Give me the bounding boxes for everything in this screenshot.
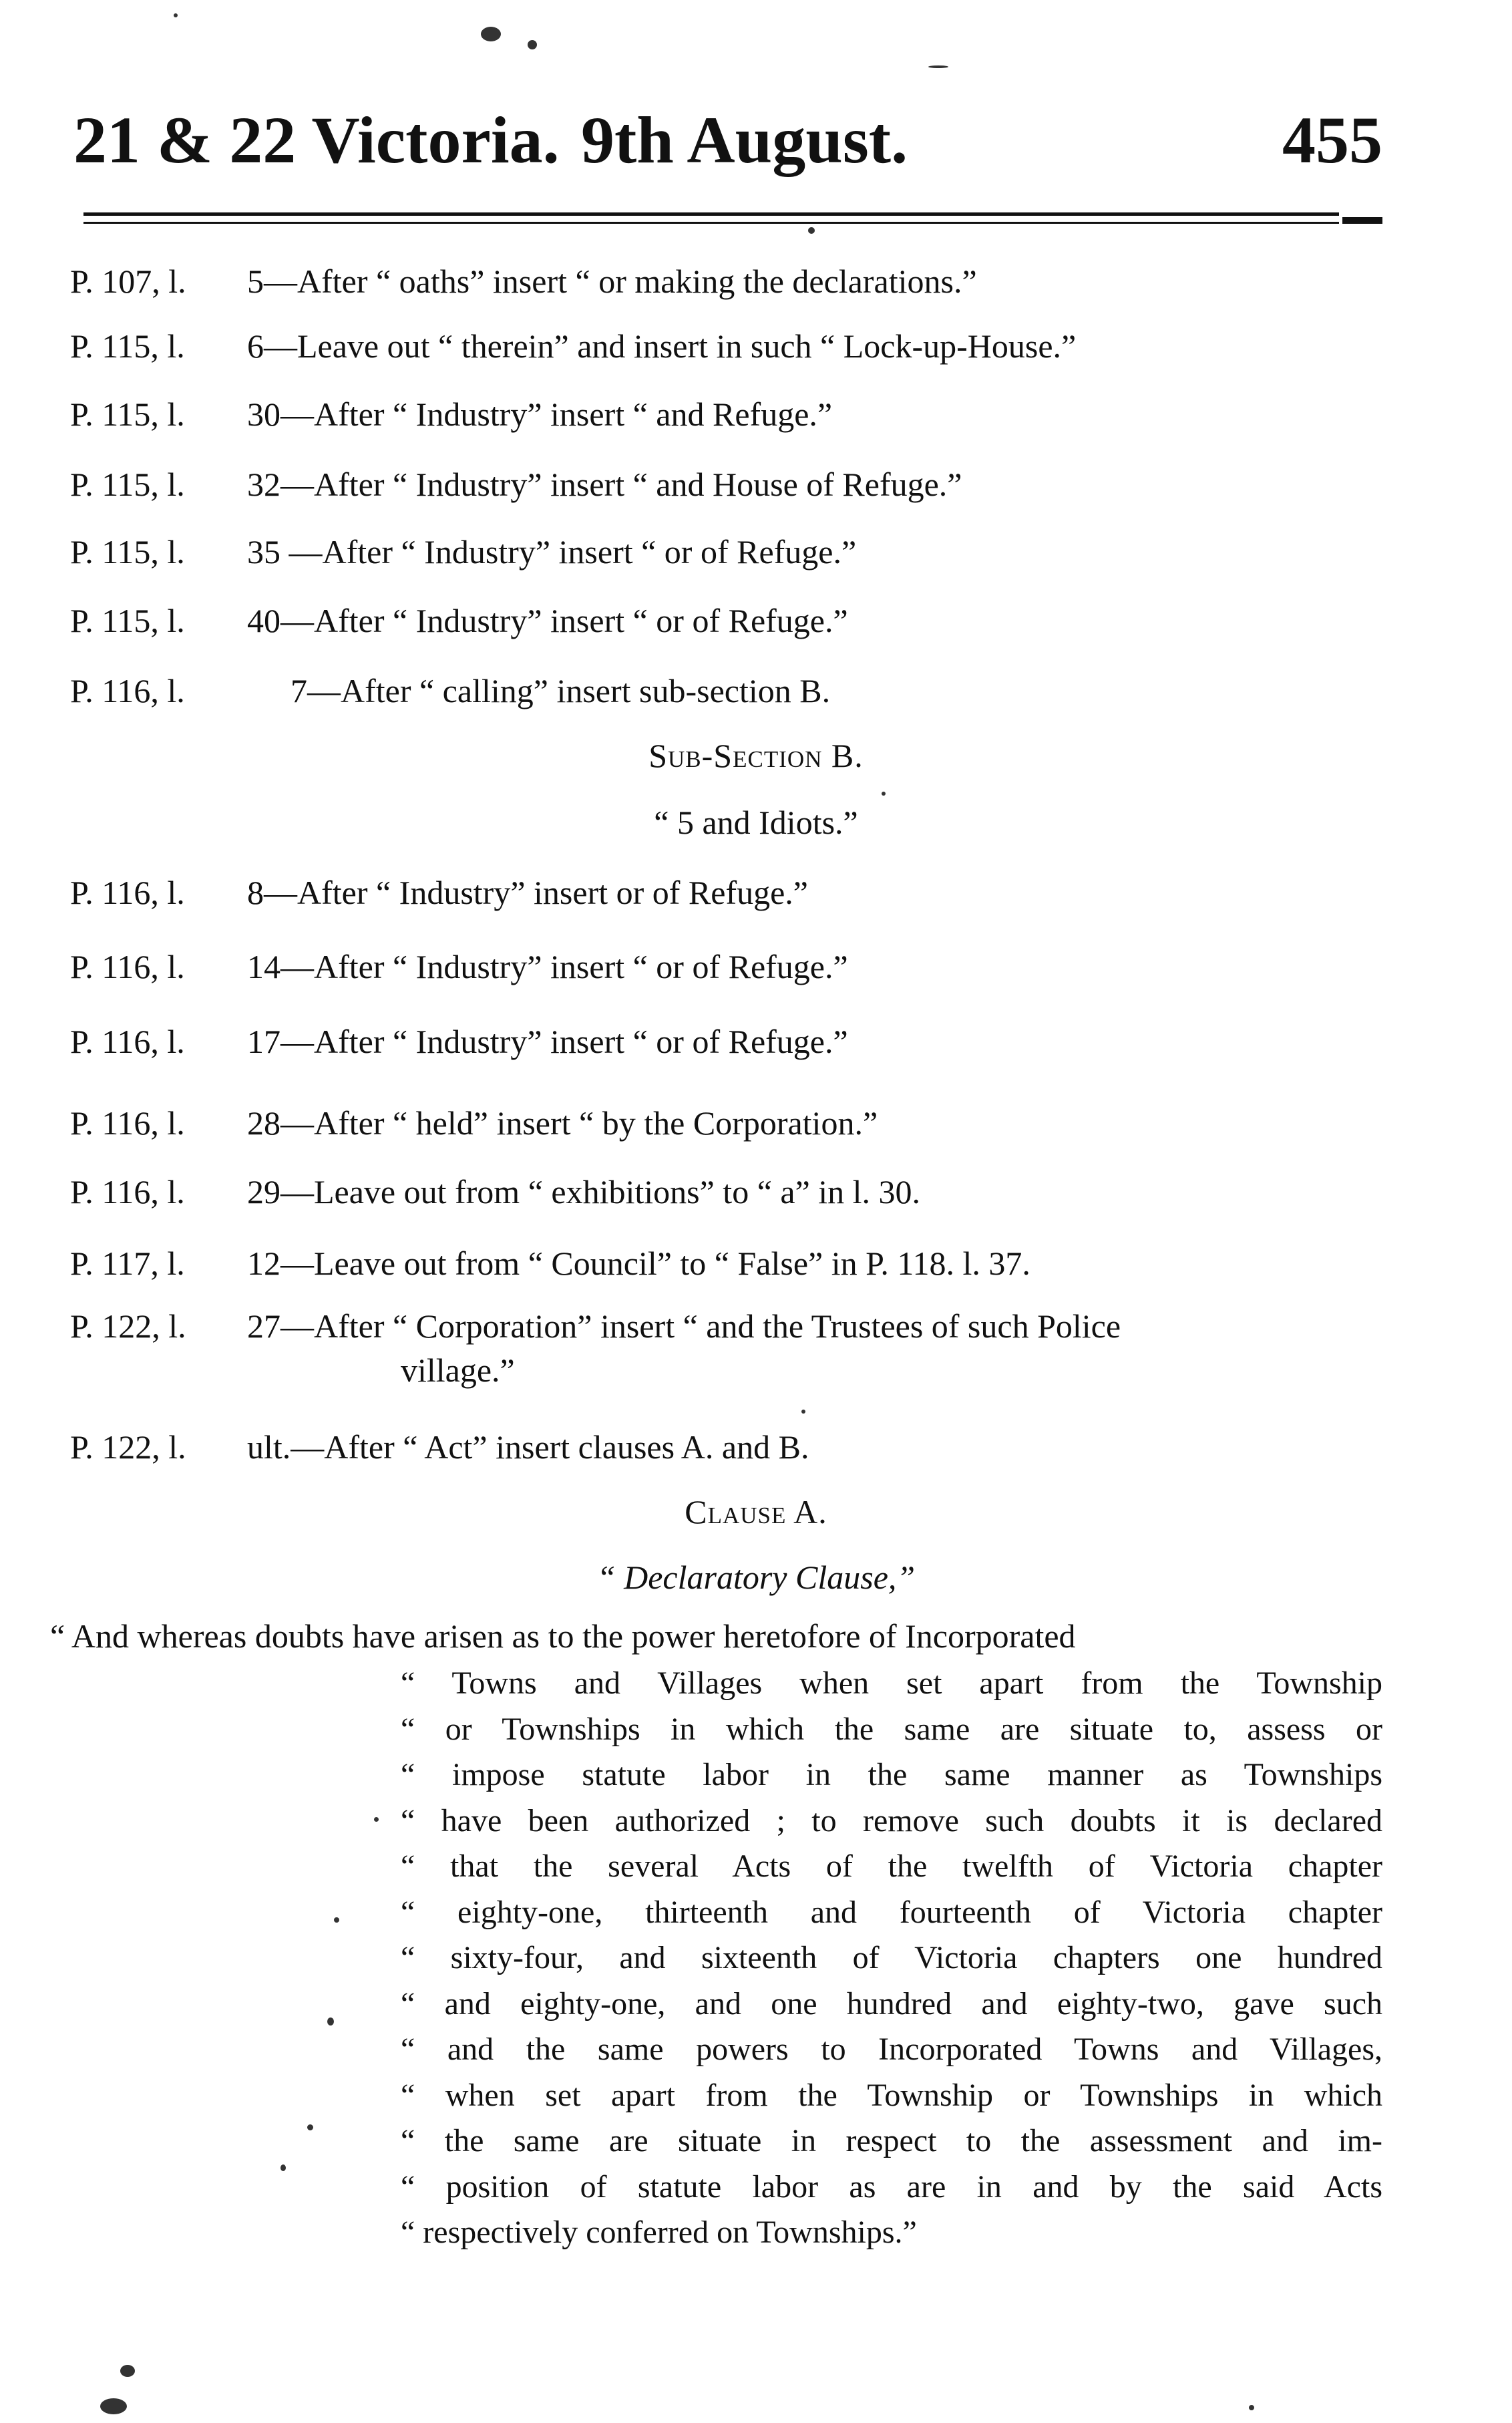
amendment-text: 8—After “ Industry” insert or of Refuge.” [247, 874, 808, 911]
clause-line: “ position of statute labor as are in and by the said Acts [401, 2168, 1382, 2205]
amendment-line [70, 1102, 878, 1144]
header-rule-tail [1342, 217, 1382, 224]
amendment-continuation: village.” [401, 1351, 515, 1389]
clause-line: “ and the same powers to Incorporated Towns and Villages, [401, 2032, 1382, 2067]
amendment-text: 30—After “ Industry” insert “ and Refuge.” [247, 395, 833, 433]
amendment-text: 32—After “ Industry” insert “ and House of Refuge.” [247, 466, 962, 503]
print-speck [327, 2017, 334, 2026]
print-speck [174, 13, 178, 17]
amendment-line [70, 531, 856, 573]
print-speck [120, 2365, 135, 2377]
print-speck [882, 792, 886, 796]
amendment-ref: P. 116, l. [70, 948, 185, 985]
amendment-text: 12—Leave out from “ Council” to “ False” in P. 118. l. 37. [247, 1245, 1030, 1282]
amendment-text: 35 —After “ Industry” insert “ or of Refuge.” [247, 533, 857, 571]
amendment-line [70, 1426, 809, 1468]
amendment-ref: P. 107, l. [70, 263, 186, 300]
clause-heading: Clause A. [685, 1493, 827, 1530]
amendment-line [70, 1021, 848, 1062]
print-speck [481, 27, 501, 41]
header-rule-thin [83, 222, 1339, 224]
print-speck [928, 65, 948, 68]
print-speck [334, 1917, 339, 1923]
amendment-text: 28—After “ held” insert “ by the Corporation.” [247, 1104, 878, 1142]
header-rule-thick [83, 212, 1339, 216]
clause-line: “ when set apart from the Township or Townships in which [401, 2077, 1382, 2113]
amendment-ref: P. 116, l. [70, 874, 185, 911]
amendment-line [70, 600, 848, 641]
amendment-text: ult.—After “ Act” insert clauses A. and B. [247, 1428, 809, 1466]
amendment-line [70, 946, 848, 987]
amendment-ref: P. 115, l. [70, 466, 185, 503]
amendment-line [70, 872, 808, 913]
print-speck [1249, 2405, 1254, 2410]
amendment-line [70, 1243, 1030, 1284]
amendment-text: 6—Leave out “ therein” and insert in such “ Lock-up-House.” [247, 327, 1077, 365]
amendment-ref: P. 116, l. [70, 1023, 185, 1060]
amendment-ref: P. 115, l. [70, 395, 185, 433]
amendment-text: 29—Leave out from “ exhibitions” to “ a” in l. 30. [247, 1173, 921, 1210]
clause-subheading: “ Declaratory Clause,” [596, 1559, 916, 1596]
amendment-text: 40—After “ Industry” insert “ or of Refuge.” [247, 602, 848, 639]
amendment-ref: P. 115, l. [70, 602, 185, 639]
amendment-line [70, 393, 832, 435]
amendment-line-wrapped [70, 1304, 1379, 1392]
clause-line: “ eighty-one, thirteenth and fourteenth of Victoria chapter [401, 1894, 1382, 1930]
amendment-text: 5—After “ oaths” insert “ or making the declarations.” [247, 263, 977, 300]
clause-line: “ respectively conferred on Townships.” [401, 2215, 917, 2250]
print-speck [808, 227, 815, 234]
amendment-line [70, 325, 1076, 367]
amendment-text: 27—After “ Corporation” insert “ and the Trustees of such Police [247, 1307, 1121, 1345]
clause-body [401, 1661, 1382, 2256]
amendment-text: 17—After “ Industry” insert “ or of Refuge.” [247, 1023, 848, 1060]
print-speck [100, 2398, 127, 2414]
amendment-ref: P. 117, l. [70, 1245, 185, 1282]
clause-line: “ have been authorized ; to remove such doubts it is declared [401, 1802, 1382, 1838]
header-date: 9th August. [581, 103, 908, 177]
amendment-line [70, 1171, 920, 1213]
amendment-line [70, 261, 977, 302]
page-header [73, 100, 1382, 180]
amendment-ref: P. 122, l. [70, 1428, 186, 1466]
clause-line: “ that the several Acts of the twelfth of Victoria chapter [401, 1848, 1382, 1884]
print-speck [374, 1817, 379, 1822]
amendment-ref: P. 122, l. [70, 1307, 186, 1345]
amendment-ref: P. 116, l. [70, 1104, 185, 1142]
amendment-text: 14—After “ Industry” insert “ or of Refuge.” [247, 948, 848, 985]
amendment-line [70, 670, 830, 711]
clause-line: “ impose statute labor in the same manner as Townships [401, 1757, 1382, 1792]
clause-line: “ the same are situate in respect to the assessment and im- [401, 2123, 1382, 2158]
sub-section-text: “ 5 and Idiots.” [654, 804, 858, 841]
amendment-ref: P. 115, l. [70, 533, 185, 571]
sub-section-heading: Sub-Section B. [648, 737, 864, 774]
clause-first-line: “ And whereas doubts have arisen as to the power heretofore of Incorporated [50, 1617, 1076, 1655]
clause-line: “ Towns and Villages when set apart from the Township [401, 1665, 1382, 1701]
clause-line: “ or Townships in which the same are situate to, assess or [401, 1711, 1382, 1747]
amendment-ref: P. 116, l. [70, 672, 185, 709]
page-number: 455 [1282, 103, 1382, 177]
amendment-ref: P. 116, l. [70, 1173, 185, 1210]
clause-line: “ sixty-four, and sixteenth of Victoria chapters one hundred [401, 1940, 1382, 1975]
print-speck [307, 2124, 313, 2130]
print-speck [280, 2164, 286, 2171]
clause-line: “ and eighty-one, and one hundred and eighty-two, gave such [401, 1985, 1382, 2022]
amendment-line [70, 464, 962, 505]
print-speck [801, 1410, 805, 1414]
amendment-text: 7—After “ calling” insert sub-section B. [291, 672, 831, 709]
amendment-ref: P. 115, l. [70, 327, 185, 365]
print-speck [528, 40, 537, 49]
statute-title: 21 & 22 Victoria. [73, 103, 560, 177]
